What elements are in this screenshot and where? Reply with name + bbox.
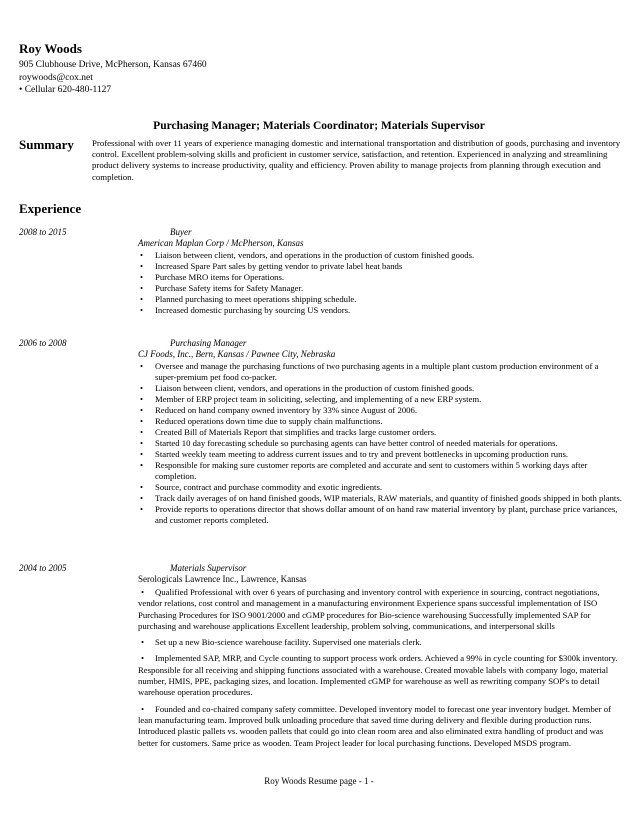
paragraph-item: • Qualified Professional with over 6 years of purchasing and inventory control with experience in sourcing, contract negotiations, vendor relations, cost control and management in a manufacturing environment Experience spans successful implementation of ISO Purchasing Procedures for ISO 9001/2000 and cGMP procedures for Bio-science warehousing Successfully implemented SAP for purchasing and warehouse applications Excellent leadership, problem solving, communications, and interpersonal skills	[138, 587, 600, 631]
job-bullets	[138, 361, 622, 526]
job-dates: 2006 to 2008	[19, 338, 67, 348]
list-item: • Increased Spare Part sales by getting vendor to private label heat bands	[138, 261, 622, 272]
job-paragraphs	[138, 587, 622, 754]
list-item: • Reduced operations down time due to supply chain malfunctions.	[138, 416, 622, 427]
bullet-icon: •	[141, 587, 145, 597]
job-title: Purchasing Manager	[170, 338, 247, 348]
list-item: • Member of ERP project team in soliciting, selecting, and implementing of a new ERP system.	[138, 394, 622, 405]
email: roywoods@cox.net	[19, 72, 93, 83]
list-item: • Started 10 day forecasting schedule so purchasing agents can have better control of needed materials for operations.	[138, 438, 622, 449]
list-item: • Started weekly team meeting to address current issues and to try and prevent bottlenecks in upcoming production runs.	[138, 449, 622, 460]
experience-heading: Experience	[19, 201, 82, 216]
job-company: CJ Foods, Inc., Bern, Kansas / Pawnee City, Nebraska	[138, 349, 336, 359]
phone: • Cellular 620-480-1127	[19, 85, 112, 95]
job-title: Buyer	[170, 227, 192, 237]
bullet-icon: •	[141, 653, 145, 664]
job-dates: 2004 to 2005	[19, 563, 67, 573]
summary-heading: Summary	[19, 137, 74, 152]
list-item: • Liaison between client, vendors, and operations in the production of custom finished goods.	[138, 383, 622, 394]
objective-title: Purchasing Manager; Materials Coordinator; Materials Supervisor	[153, 120, 485, 132]
bullet-icon: •	[141, 637, 145, 648]
job-title: Materials Supervisor	[170, 563, 247, 573]
paragraph-item: • Implemented SAP, MRP, and Cycle counting to support process work orders. Achieved a 99% in cycle counting for $300k inventory. Responsible for all receiving and shipping functions associated with a warehouse. Created movable labels with company logo, material number, HMIS, PPE, packaging sizes, and location. Implemented cGMP for warehouse as well as rewriting company SOP's to detail warehouse operation procedures.	[138, 653, 618, 698]
list-item: • Increased domestic purchasing by sourcing US vendors.	[138, 305, 622, 316]
contact-block	[19, 59, 207, 97]
job-bullets	[138, 250, 622, 316]
page-footer: Roy Woods Resume page - 1 -	[264, 776, 374, 786]
list-item: • Track daily averages of on hand finished goods, WIP materials, RAW materials, and quantity of finished goods shipped in both plants.	[138, 493, 622, 504]
summary-text: Professional with over 11 years of experience managing domestic and international transportation and distribution of goods, purchasing and inventory control. Excellent problem-solving skills and proficient in customer service, satisfaction, and retention. Experienced in analyzing and streamlining product delivery systems to increase productivity, quality and efficiency. Proven ability to manage projects from planning through execution and completion.	[92, 138, 621, 182]
list-item: • Created Bill of Materials Report that simplifies and tracks large customer orders.	[138, 427, 622, 438]
job-dates: 2008 to 2015	[19, 227, 67, 237]
paragraph-item: • Founded and co-chaired company safety committee. Developed inventory model to forecast one year inventory budget. Member of lean manufacturing team. Improved bulk unloading procedure that saved time during delivery and flexible during production runs. Introduced plastic pallets vs. wooden pallets that could go into clean room area and also eliminated extra handling of product and was better for customers. Same price as wooden. Team Project leader for local purchasing functions. Developed MSDS program.	[138, 703, 611, 748]
list-item: • Responsible for making sure customer reports are completed and accurate and sent to customers within 5 working days after completion.	[138, 460, 622, 482]
list-item: • Provide reports to operations director that shows dollar amount of on hand raw material inventory by plant, purchase price variances, and customer reports completed.	[138, 504, 622, 526]
address: 905 Clubhouse Drive, McPherson, Kansas 67460	[19, 60, 207, 70]
list-item: • Planned purchasing to meet operations shipping schedule.	[138, 294, 622, 305]
list-item: • Reduced on hand company owned inventory by 33% since August of 2006.	[138, 405, 622, 416]
bullet-icon: •	[141, 703, 145, 714]
list-item: • Source, contract and purchase commodity and exotic ingredients.	[138, 482, 622, 493]
list-item: • Purchase Safety items for Safety Manager.	[138, 283, 622, 294]
job-company: American Maplan Corp / McPherson, Kansas	[138, 238, 304, 248]
list-item: • Purchase MRO items for Operations.	[138, 272, 622, 283]
candidate-name: Roy Woods	[19, 41, 82, 56]
paragraph-item: • Set up a new Bio-science warehouse facility. Supervised one materials clerk.	[138, 637, 622, 648]
job-company: Serologicals Lawrence Inc., Lawrence, Kansas	[138, 574, 307, 584]
list-item: • Liaison between client, vendors, and operations in the production of custom finished goods.	[138, 250, 622, 261]
list-item: • Oversee and manage the purchasing functions of two purchasing agents in a multiple plant custom production environment of a super-premium pet food co-packer.	[138, 361, 622, 383]
